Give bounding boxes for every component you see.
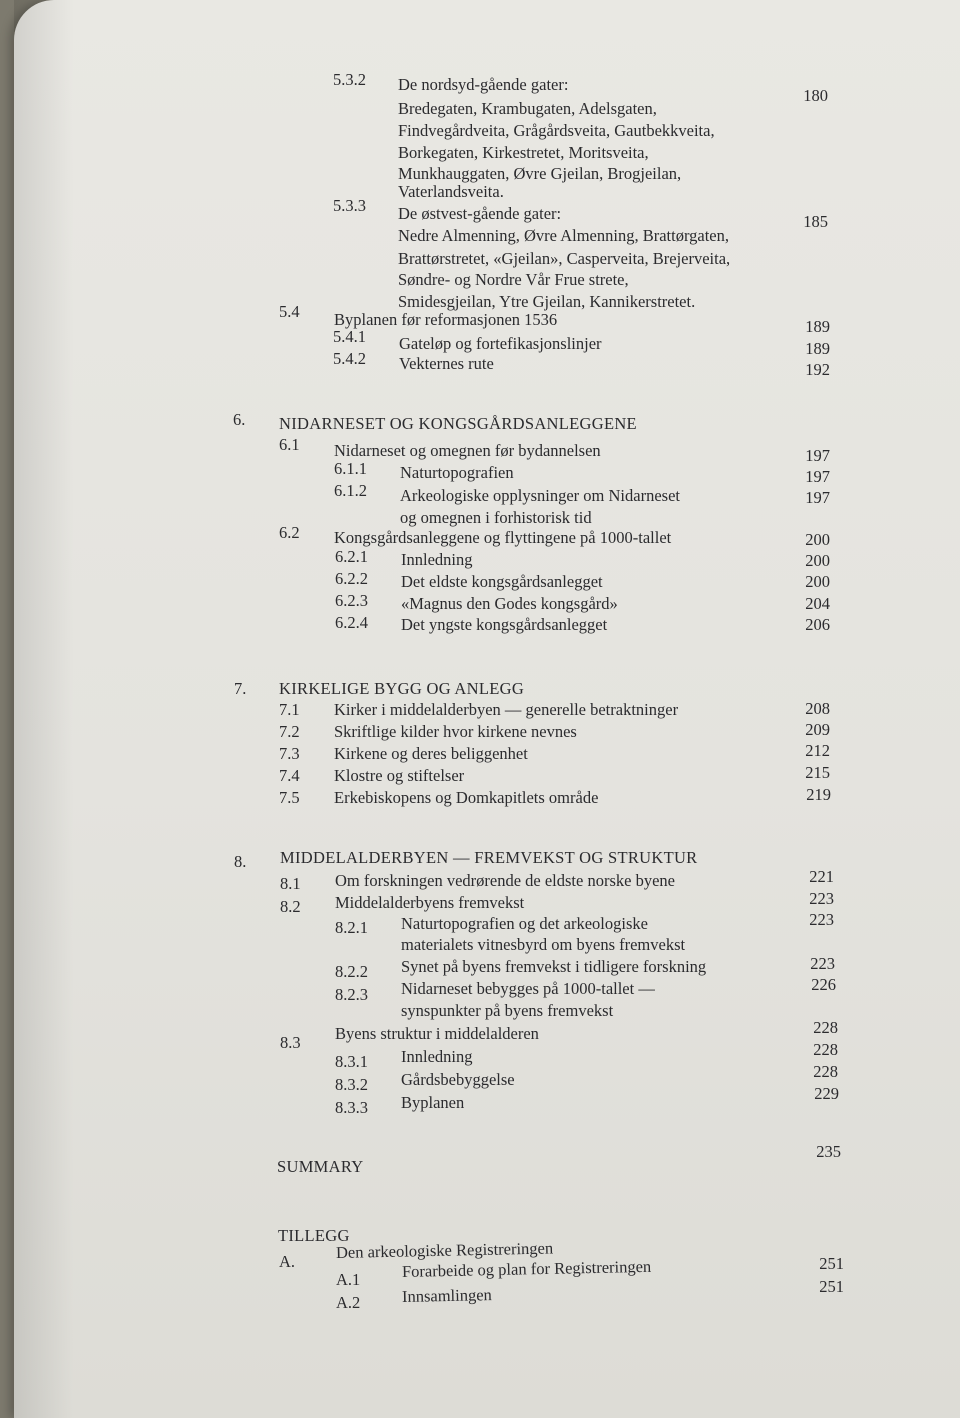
toc-page-number: 204 (805, 594, 830, 613)
toc-number: 7.5 (279, 788, 300, 807)
toc-page-number: 223 (810, 954, 835, 973)
toc-page-number: 200 (805, 572, 830, 591)
toc-page-number: 251 (819, 1277, 844, 1296)
toc-title: Middelalderbyens fremvekst (335, 893, 525, 912)
toc-number: 6.1.1 (334, 459, 367, 478)
toc-title: Naturtopografien (400, 463, 514, 482)
toc-page-number: 228 (813, 1018, 838, 1037)
toc-title-continuation: Søndre- og Nordre Vår Frue strete, (398, 270, 629, 289)
toc-title-continuation: Borkegaten, Kirkestretet, Moritsveita, (398, 143, 649, 162)
toc-page-number: 226 (811, 975, 836, 994)
toc-title-continuation: Smidesgjeilan, Ytre Gjeilan, Kannikerstretet. (398, 292, 696, 311)
toc-number: 8.3.2 (335, 1075, 368, 1094)
toc-title-continuation: Brattørstretet, «Gjeilan», Casperveita, Brejerveita, (398, 249, 731, 268)
toc-title: Det eldste kongsgårdsanlegget (401, 572, 603, 591)
toc-title: Arkeologiske opplysninger om Nidarneset (400, 486, 680, 505)
toc-title: Det yngste kongsgårdsanlegget (401, 615, 608, 634)
toc-number: 6.2.3 (335, 591, 368, 610)
toc-page-number: 206 (805, 615, 830, 634)
toc-page-number: 215 (805, 763, 830, 782)
toc-title-continuation: Nedre Almenning, Øvre Almenning, Brattørgaten, (398, 226, 729, 245)
toc-number: 6.1 (279, 435, 300, 454)
toc-page-number: 189 (805, 317, 830, 336)
toc-title: Forarbeide og plan for Registreringen (401, 1256, 652, 1281)
toc-title: Om forskningen vedrørende de eldste norske byene (335, 871, 675, 890)
toc-page-number: 219 (806, 785, 831, 804)
toc-number: 7.4 (279, 766, 300, 785)
toc-title-continuation: synspunkter på byens fremvekst (401, 1001, 614, 1020)
chapter-title: MIDDELALDERBYEN — FREMVEKST OG STRUKTUR (280, 848, 698, 867)
toc-page-number: 223 (809, 910, 834, 929)
toc-title: Innledning (401, 1047, 473, 1066)
chapter-title: NIDARNESET OG KONGSGÅRDSANLEGGENE (279, 414, 637, 433)
toc-number: 8.3.3 (335, 1098, 368, 1117)
toc-page-number: 197 (805, 488, 830, 507)
toc-number: 8.2 (280, 897, 301, 916)
toc-title: Gårdsbebyggelse (401, 1070, 515, 1089)
toc-number: 8.2.2 (335, 962, 368, 981)
toc-page-number: 180 (803, 86, 828, 105)
toc-title: Kirkene og deres beliggenhet (334, 744, 528, 763)
toc-number: A.2 (336, 1293, 361, 1312)
toc-title: Nidarneset bebygges på 1000-tallet — (401, 979, 655, 998)
toc-page-number: 200 (805, 530, 830, 549)
toc-number: 7.1 (279, 700, 300, 719)
chapter-title: KIRKELIGE BYGG OG ANLEGG (279, 679, 525, 698)
toc-title-continuation: Vaterlandsveita. (398, 182, 504, 201)
toc-number: 8.2.1 (335, 918, 368, 937)
toc-title: Skriftlige kilder hvor kirkene nevnes (334, 722, 577, 741)
toc-page-number: 251 (819, 1254, 844, 1273)
toc-title: Byplanen (401, 1093, 465, 1112)
toc-title: Naturtopografien og det arkeologiske (401, 914, 648, 933)
toc-page-number: 229 (814, 1084, 839, 1103)
toc-number: A.1 (336, 1270, 361, 1289)
toc-number: 5.3.2 (333, 70, 366, 89)
toc-page-number: 208 (805, 699, 830, 718)
toc-page-number: 209 (805, 720, 830, 739)
toc-title: Kirker i middelalderbyen — generelle betraktninger (334, 700, 679, 719)
toc-number: 8.3.1 (335, 1052, 368, 1071)
toc-number: 8.1 (280, 874, 301, 893)
chapter-number: 8. (234, 852, 247, 871)
toc-page-number: 212 (805, 741, 830, 760)
toc-title: Nidarneset og omegnen før bydannelsen (334, 441, 601, 460)
toc-page-number: 192 (805, 360, 830, 379)
toc-page-number: 228 (813, 1062, 838, 1081)
toc-title: Byens struktur i middelalderen (335, 1024, 539, 1043)
summary-heading: SUMMARY (277, 1157, 364, 1176)
toc-title: Synet på byens fremvekst i tidligere forskning (401, 957, 707, 976)
toc-number: 6.2.2 (335, 569, 368, 588)
toc-number: 6.2.4 (335, 613, 368, 632)
toc-title: «Magnus den Godes kongsgård» (401, 594, 618, 613)
toc-title: Gateløp og fortefikasjonslinjer (399, 334, 602, 353)
toc-title: Klostre og stiftelser (334, 766, 465, 785)
toc-title-continuation: Bredegaten, Krambugaten, Adelsgaten, (398, 99, 657, 118)
toc-number: 7.2 (279, 722, 300, 741)
toc-page-number: 223 (809, 889, 834, 908)
toc-page-number: 235 (816, 1142, 841, 1161)
toc-title: De nordsyd-gående gater: (398, 75, 569, 94)
toc-page-number: 197 (805, 467, 830, 486)
toc-title: Innledning (401, 550, 473, 569)
toc-title-continuation: og omegnen i forhistorisk tid (400, 508, 592, 527)
toc-title: Den arkeologiske Registreringen (335, 1238, 554, 1262)
toc-number: 7.3 (279, 744, 300, 763)
toc-page-number: 197 (805, 446, 830, 465)
toc-title: Innsamlingen (401, 1285, 492, 1306)
toc-page-number: 189 (805, 339, 830, 358)
toc-number: 6.1.2 (334, 481, 367, 500)
toc-title: De østvest-gående gater: (398, 204, 562, 223)
toc-number: A. (279, 1252, 296, 1271)
appendix-heading: TILLEGG (278, 1226, 350, 1245)
toc-title-continuation: Findvegårdveita, Grågårdsveita, Gautbekkveita, (398, 121, 715, 140)
toc-title: Vekternes rute (399, 354, 494, 373)
toc-page-number: 200 (805, 551, 830, 570)
toc-number: 5.4 (279, 302, 300, 321)
toc-number: 8.2.3 (335, 985, 368, 1004)
toc-title: Erkebiskopens og Domkapitlets område (334, 788, 599, 807)
toc-page-number: 185 (803, 212, 828, 231)
toc-number: 6.2.1 (335, 547, 368, 566)
toc-title-continuation: Munkhauggaten, Øvre Gjeilan, Brogjeilan, (398, 164, 682, 183)
toc-number: 6.2 (279, 523, 300, 542)
toc-number: 5.3.3 (333, 196, 366, 215)
toc-title: Byplanen før reformasjonen 1536 (334, 310, 558, 329)
toc-page-number: 221 (809, 867, 834, 886)
toc-number: 5.4.1 (333, 327, 366, 346)
chapter-number: 6. (233, 410, 246, 429)
toc-page-number: 228 (813, 1040, 838, 1059)
chapter-number: 7. (234, 679, 247, 698)
toc-number: 8.3 (280, 1033, 301, 1052)
toc-number: 5.4.2 (333, 349, 366, 368)
toc-title-continuation: materialets vitnesbyrd om byens fremvekst (401, 935, 686, 954)
toc-title: Kongsgårdsanleggene og flyttingene på 1000-tallet (334, 528, 672, 547)
